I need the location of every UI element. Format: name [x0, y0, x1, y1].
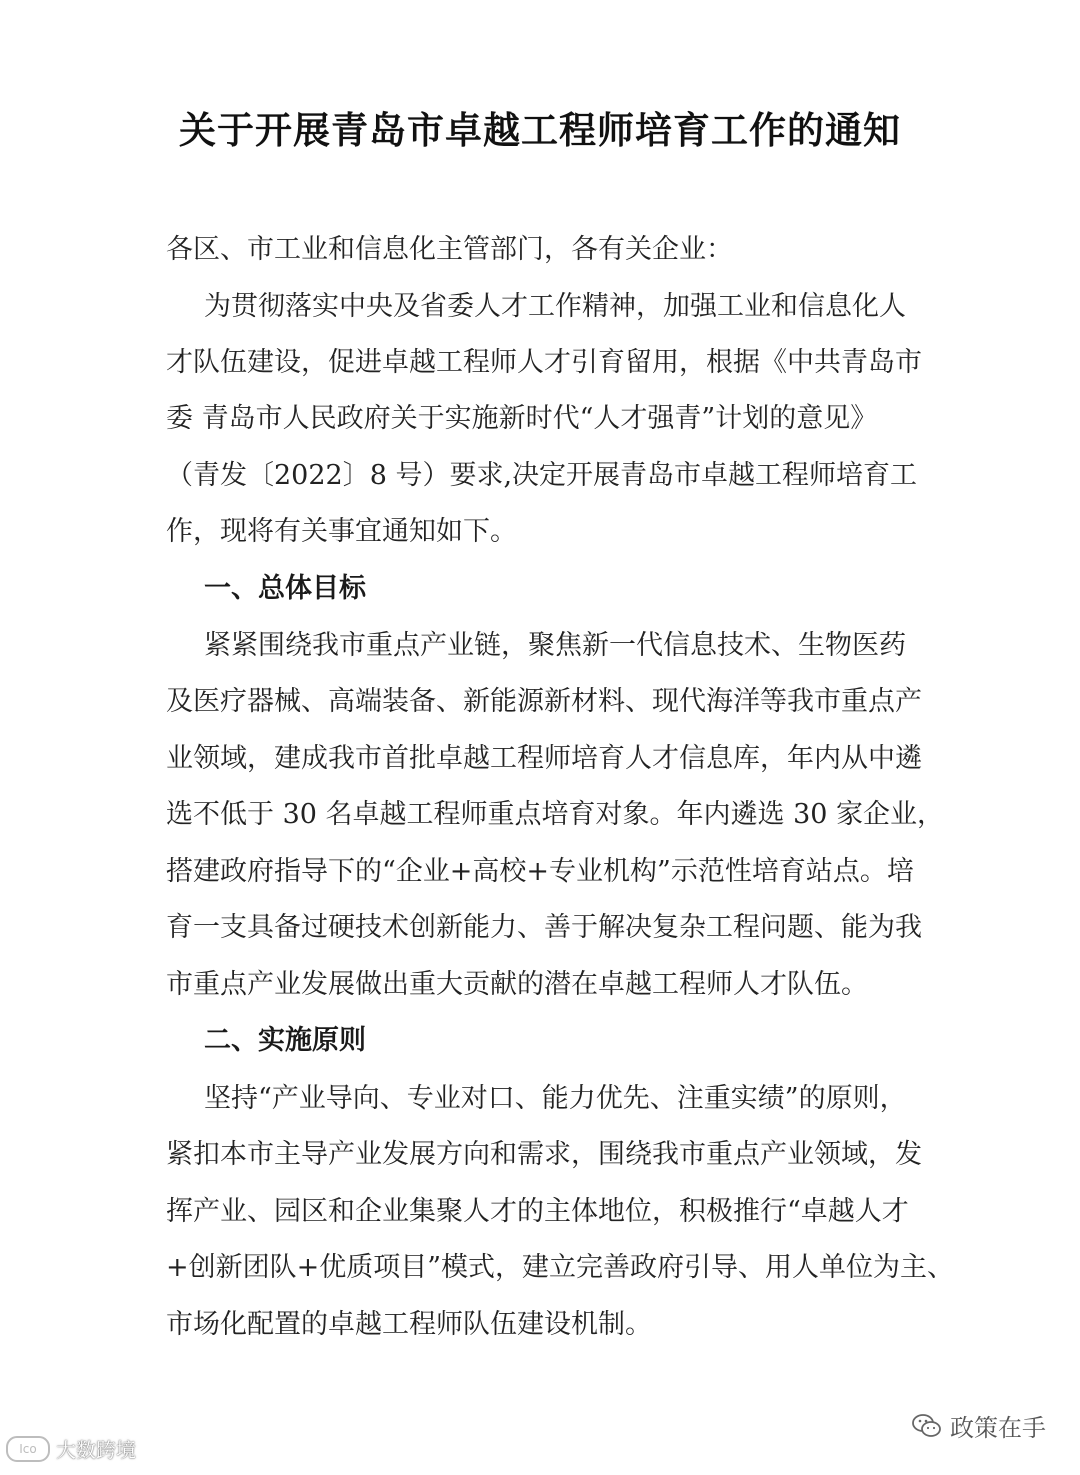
goals-line: 及医疗器械、高端装备、新能源新材料、现代海洋等我市重点产 — [166, 686, 922, 717]
goals-line: 育一支具备过硬技术创新能力、善于解决复杂工程问题、能为我 — [166, 912, 922, 943]
goals-line: 搭建政府指导下的“企业+高校+专业机构”示范性培育站点。培 — [166, 856, 914, 887]
principles-line: +创新团队+优质项目”模式，建立完善政府引导、用人单位为主、 — [166, 1252, 955, 1283]
section-heading-principles: 二、实施原则 — [204, 1025, 366, 1056]
goals-line: 选不低于 30 名卓越工程师重点培育对象。年内遴选 30 家企业， — [166, 799, 945, 830]
principles-line: 挥产业、园区和企业集聚人才的主体地位，积极推行“卓越人才 — [166, 1196, 909, 1227]
salutation: 各区、市工业和信息化主管部门，各有关企业： — [166, 234, 733, 265]
page-title: 关于开展青岛市卓越工程师培育工作的通知 — [179, 109, 901, 152]
intro-line: 作，现将有关事宜通知如下。 — [166, 516, 517, 547]
goals-line: 紧紧围绕我市重点产业链，聚焦新一代信息技术、生物医药 — [204, 630, 906, 661]
principles-line: 紧扣本市主导产业发展方向和需求，围绕我市重点产业领域，发 — [166, 1139, 922, 1170]
intro-line: 委 青岛市人民政府关于实施新时代“人才强青”计划的意见》 — [166, 403, 878, 434]
watermark-dashu — [6, 1434, 136, 1463]
goals-line: 市重点产业发展做出重大贡献的潜在卓越工程师人才队伍。 — [166, 969, 868, 1000]
principles-line: 市场化配置的卓越工程师队伍建设机制。 — [166, 1309, 652, 1340]
intro-line: （青发〔2022〕8 号）要求,决定开展青岛市卓越工程师培育工 — [166, 460, 918, 491]
watermark-wechat — [912, 1408, 1046, 1443]
intro-line: 才队伍建设，促进卓越工程师人才引育留用，根据《中共青岛市 — [166, 347, 922, 378]
watermark-left-text: 大数跨境 — [56, 1438, 136, 1462]
principles-line: 坚持“产业导向、专业对口、能力优先、注重实绩”的原则， — [204, 1083, 907, 1114]
goals-line: 业领域，建成我市首批卓越工程师培育人才信息库，年内从中遴 — [166, 743, 922, 774]
wechat-icon — [912, 1413, 942, 1439]
watermark-right-text: 政策在手 — [950, 1414, 1046, 1442]
dashu-logo-icon: Ico — [6, 1436, 50, 1462]
section-heading-goals: 一、总体目标 — [204, 573, 366, 604]
intro-line: 为贯彻落实中央及省委人才工作精神，加强工业和信息化人 — [204, 291, 906, 322]
